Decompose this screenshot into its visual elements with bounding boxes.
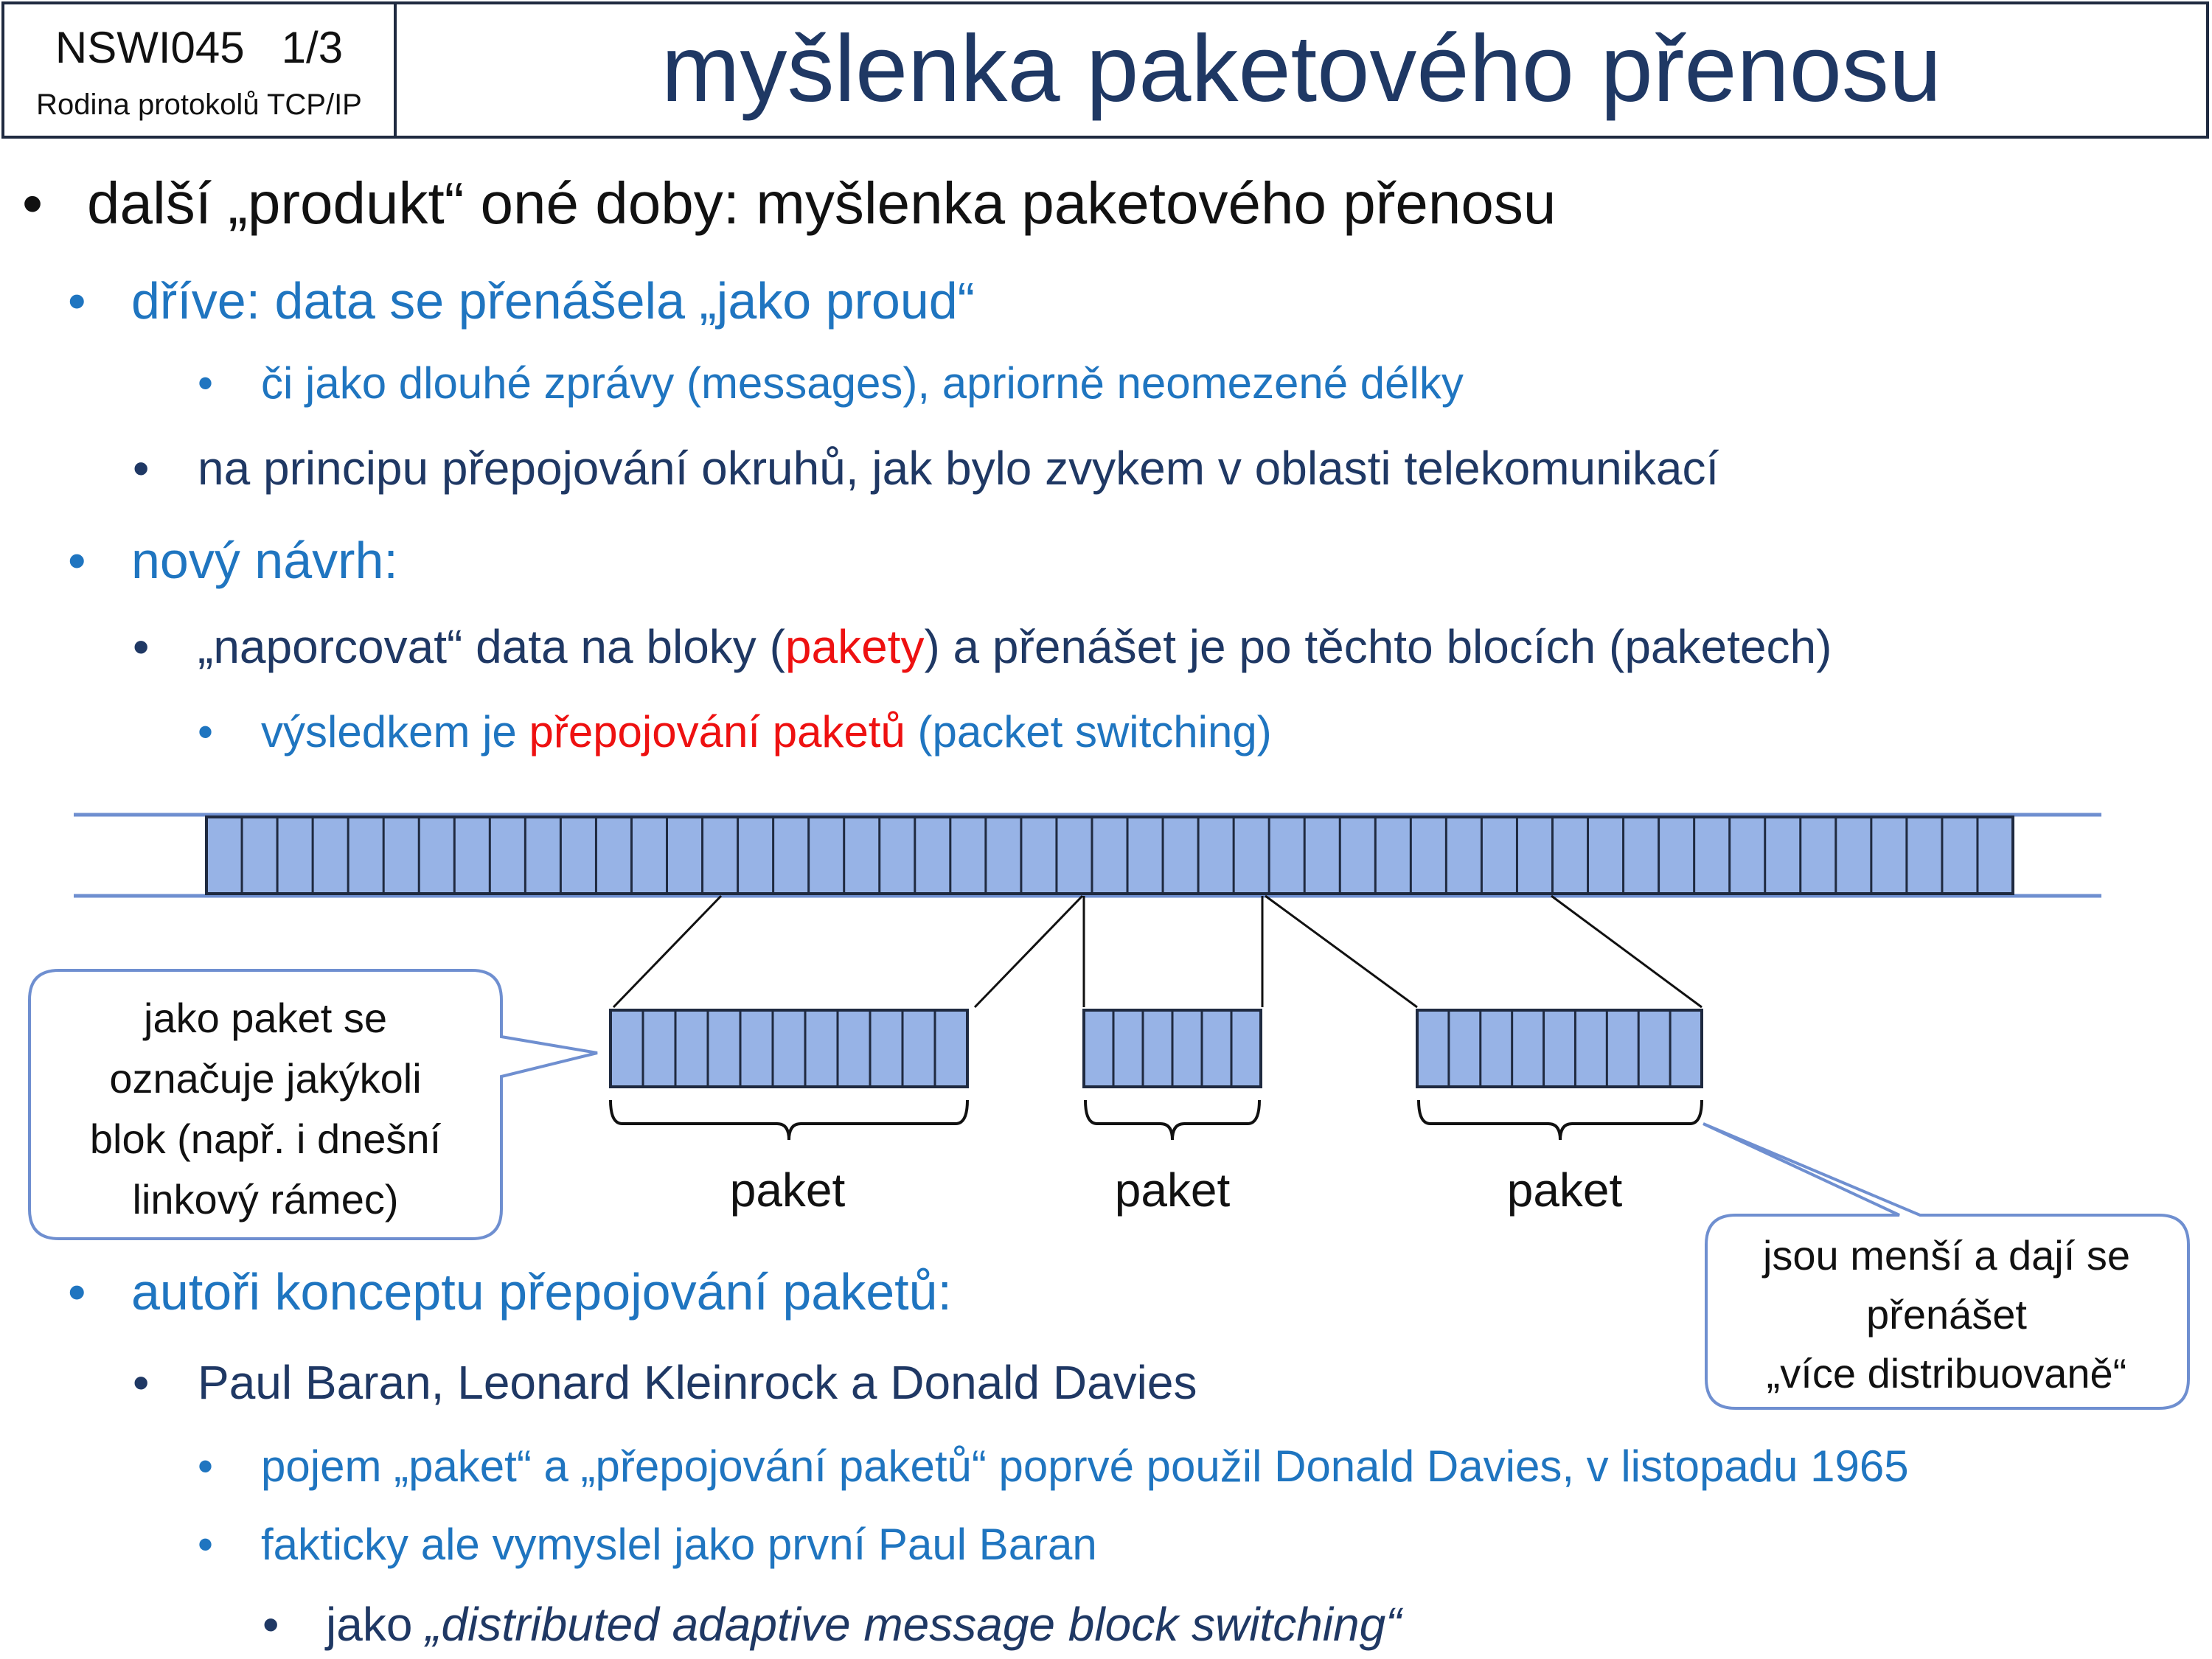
callout-left-line: označuje jakýkoli	[109, 1055, 422, 1102]
packet-label: paket	[729, 1164, 846, 1217]
brace-packet-1	[611, 1100, 967, 1140]
bullet-11: fakticky ale vymyslel jako první Paul Baran	[261, 1520, 1097, 1569]
bullet-dot: •	[262, 1598, 279, 1651]
bullet-3: či jako dlouhé zprávy (messages), apriorně neomezené délky	[261, 358, 1464, 408]
bullet-dot: •	[68, 272, 86, 330]
bullet-1: další „produkt“ oné doby: myšlenka paketového přenosu	[87, 170, 1557, 236]
bullet-9: Paul Baran, Leonard Kleinrock a Donald Davies	[198, 1356, 1197, 1409]
callout-left-line: jako paket se	[144, 995, 387, 1041]
braces	[611, 1100, 1702, 1140]
connector-line	[1551, 896, 1702, 1007]
data-stream	[206, 817, 2013, 894]
callout-left-line: linkový rámec)	[132, 1176, 399, 1222]
bullet-6-part-a: „naporcovat“ data na bloky (	[198, 620, 785, 673]
bullet-dot: •	[133, 1356, 150, 1409]
packet-label: paket	[1506, 1164, 1623, 1217]
term-pakety: pakety	[785, 620, 925, 673]
packets	[611, 1010, 1702, 1087]
bullet-7-part-a: výsledkem je	[261, 707, 529, 757]
course-code: NSWI045 1/3	[55, 23, 344, 72]
bullet-dot: •	[22, 170, 44, 236]
bullet-2: dříve: data se přenášela „jako proud“	[131, 272, 975, 330]
bullet-dot: •	[198, 707, 214, 757]
connector-line	[1265, 896, 1417, 1007]
packet-1-frame	[611, 1010, 967, 1087]
brace-packet-2	[1085, 1100, 1259, 1140]
callout-right-line: přenášet	[1866, 1291, 2027, 1338]
brace-packet-3	[1419, 1100, 1702, 1140]
connector-lines	[613, 896, 1702, 1007]
packet-3-frame	[1417, 1010, 1702, 1087]
callout-right-line: jsou menší a dají se	[1762, 1232, 2131, 1279]
bullet-dot: •	[68, 532, 86, 589]
course-subtitle: Rodina protokolů TCP/IP	[36, 88, 362, 121]
bullet-dot: •	[198, 358, 214, 408]
bullet-7-part-b: (packet switching)	[905, 707, 1272, 757]
bullet-6-part-b: ) a přenášet je po těchto blocích (paketech)	[924, 620, 1832, 673]
packet-label: paket	[1114, 1164, 1231, 1217]
bullet-dot: •	[133, 442, 150, 495]
connector-line	[613, 896, 721, 1007]
bullet-8: autoři konceptu přepojování paketů:	[131, 1263, 952, 1321]
callout-left-line: blok (např. i dnešní	[89, 1116, 442, 1162]
bullet-5: nový návrh:	[131, 532, 398, 589]
connector-line	[975, 896, 1082, 1007]
bullet-dot: •	[133, 620, 150, 673]
slide-title: myšlenka paketového přenosu	[661, 16, 1942, 122]
bullet-12-italic: „distributed adaptive message block switching“	[425, 1598, 1402, 1651]
bullet-4: na principu přepojování okruhů, jak bylo zvykem v oblasti telekomunikací	[198, 442, 1719, 495]
term-packet-switching: přepojování paketů	[529, 707, 905, 757]
bullet-dot: •	[198, 1520, 214, 1569]
bullet-12-part-a: jako	[326, 1598, 426, 1651]
callout-right-line: „více distribuovaně“	[1766, 1350, 2127, 1397]
stream-frame	[206, 817, 2013, 894]
bullet-10: pojem „paket“ a „přepojování paketů“ poprvé použil Donald Davies, v listopadu 1965	[261, 1441, 1909, 1491]
bullet-dot: •	[68, 1263, 86, 1321]
bullet-dot: •	[198, 1441, 214, 1491]
